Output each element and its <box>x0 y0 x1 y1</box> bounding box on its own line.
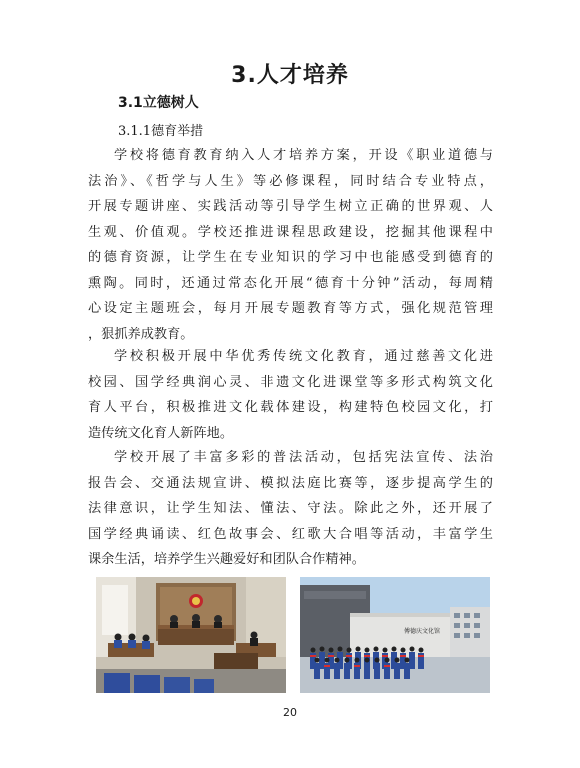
text-line: ，狠抓养成教育。 <box>88 326 194 342</box>
photo-student-performance <box>300 577 490 693</box>
text-line: 国学经典诵读、红色故事会、红歌大合唱等活动，丰富学生 <box>88 526 493 542</box>
paragraph-traditional-culture <box>88 344 493 446</box>
text-line: 学校将德育教育纳入人才培养方案，开设《职业道德与 <box>114 148 493 163</box>
text-line: 造传统文化育人新阵地。 <box>88 425 234 441</box>
page-title: 3.人才培养 <box>231 63 349 88</box>
text-line: 生观、价值观。学校还推进课程思政建设，挖掘其他课程中 <box>88 224 493 240</box>
page-number: 20 <box>283 706 297 719</box>
text-line: 熏陶。同时，还通过常态化开展“德育十分钟”活动，每周精 <box>88 275 493 291</box>
mock-court-illustration <box>96 577 286 693</box>
section-heading: 3.1立德树人 <box>118 95 199 111</box>
text-line: 学校开展了丰富多彩的普法活动，包括宪法宣传、法治 <box>114 450 493 465</box>
paragraph-legal-education <box>88 445 493 573</box>
photo-mock-court <box>96 577 286 693</box>
text-line: 学校积极开展中华优秀传统文化教育，通过慈善文化进 <box>114 349 493 364</box>
subsection-heading: 3.1.1德育举措 <box>118 124 204 139</box>
student-performance-illustration <box>300 577 490 693</box>
text-line: 育人平台，积极推进文化载体建设，构建特色校园文化，打 <box>88 400 493 415</box>
text-line: 开展专题讲座、实践活动等引导学生树立正确的世界观、人 <box>88 199 493 214</box>
text-line: 的德育资源，让学生在专业知识的学习中也能感受到德育的 <box>88 250 493 265</box>
text-line: 校园、国学经典润心灵、非遗文化进课堂等多形式构筑文化 <box>88 374 493 390</box>
text-line: 法律意识，让学生知法、懂法、守法。除此之外，还开展了 <box>88 501 493 516</box>
building-sign-text: 傅德庆文化馆 <box>404 628 441 635</box>
text-line: 法治》、《哲学与人生》等必修课程，同时结合专业特点， <box>88 173 493 189</box>
paragraph-moral-education <box>88 143 493 347</box>
text-line: 课余生活，培养学生兴趣爱好和团队合作精神。 <box>88 552 365 567</box>
text-line: 报告会、交通法规宣讲、模拟法庭比赛等，逐步提高学生的 <box>88 475 493 491</box>
text-line: 心设定主题班会，每月开展专题教育等方式，强化规范管理 <box>88 301 493 316</box>
